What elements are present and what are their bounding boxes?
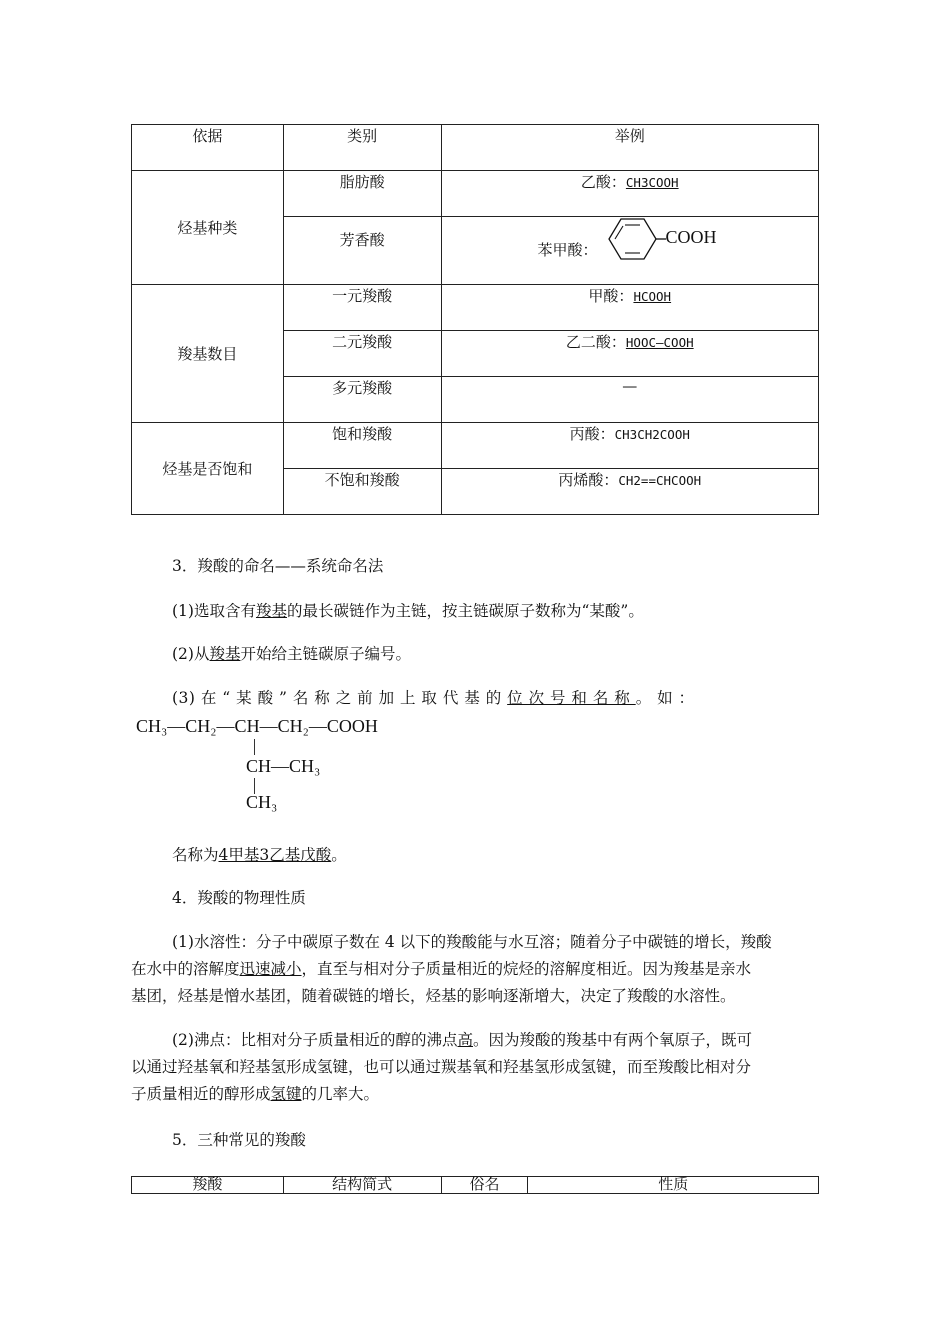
- table-header-row: [132, 1177, 819, 1194]
- basis-cell: 烃基是否饱和: [132, 423, 284, 515]
- underlined-term: 位 次 号 和 名 称: [507, 689, 636, 707]
- header-properties: 性质: [528, 1177, 819, 1194]
- header-category: 类别: [283, 125, 441, 171]
- section4-paragraph-1-line-2: 在水中的溶解度迅速减小，直至与相对分子质量相近的烷烃的溶解度相近。因为羧基是亲水: [131, 960, 752, 978]
- example-formula: COOH: [665, 227, 717, 247]
- example-formula: HOOC—COOH: [625, 335, 694, 350]
- example-formula: CH2==CHCOOH: [618, 473, 702, 488]
- category-cell: 芳香酸: [283, 217, 441, 285]
- category-cell: 脂肪酸: [283, 171, 441, 217]
- section4-paragraph-2-line-2: 以通过羟基氧和羟基氢形成氢键，也可以通过羰基氧和羟基氢形成氢键，而至羧酸比相对分: [131, 1058, 752, 1076]
- category-cell: 不饱和羧酸: [283, 469, 441, 515]
- basis-cell: 羧基数目: [132, 285, 284, 423]
- section3-paragraph-1: (1)选取含有羧基的最长碳链作为主链，按主链碳原子数称为“某酸”。: [172, 602, 644, 620]
- underlined-term: 高: [457, 1031, 473, 1049]
- header-acid: 羧酸: [132, 1177, 284, 1194]
- underlined-term: 羧基: [209, 645, 241, 663]
- table-row: [132, 171, 819, 217]
- category-cell: 饱和羧酸: [283, 423, 441, 469]
- example-prefix: 甲酸：: [588, 287, 634, 305]
- header-example: 举例: [441, 125, 819, 171]
- classification-table: [131, 124, 819, 515]
- example-prefix: 丙酸：: [569, 425, 615, 443]
- category-cell: 一元羧酸: [283, 285, 441, 331]
- section3-paragraph-2: (2)从羧基开始给主链碳原子编号。: [172, 645, 411, 663]
- example-prefix: 乙二酸：: [565, 333, 626, 351]
- benzene-ring-icon: [606, 216, 666, 266]
- section4-paragraph-1-line-3: 基团，烃基是憎水基团，随着碳链的增长，烃基的影响逐渐增大，决定了羧酸的水溶性。: [131, 987, 736, 1005]
- example-cell: [441, 469, 819, 515]
- section4-paragraph-2-line-1: (2)沸点：比相对分子质量相近的醇的沸点高。因为羧酸的羧基中有两个氧原子，既可: [172, 1031, 752, 1049]
- example-cell: [441, 217, 819, 285]
- naming-result: 名称为4甲基3乙基戊酸。: [172, 846, 347, 864]
- structural-formula-branch: CH—CH₃: [246, 756, 321, 776]
- example-cell: —: [441, 377, 819, 423]
- common-acids-table: [131, 1176, 819, 1194]
- example-formula: CH3CH2COOH: [614, 427, 690, 442]
- underlined-term: 氢键: [270, 1085, 302, 1103]
- structural-formula-main-chain: CH₃—CH₂—CH—CH₂—COOH: [136, 716, 378, 736]
- example-formula: HCOOH: [633, 289, 672, 304]
- example-prefix: 丙烯酸：: [558, 471, 619, 489]
- bond-line: [254, 739, 255, 755]
- section3-paragraph-3: (3) 在 “ 某 酸 ” 名 称 之 前 加 上 取 代 基 的 位 次 号 和 名 称 。 如 ：: [172, 689, 695, 707]
- header-basis: 依据: [132, 125, 284, 171]
- category-cell: 二元羧酸: [283, 331, 441, 377]
- underlined-term: 羧基: [255, 602, 287, 620]
- category-cell: 多元羧酸: [283, 377, 441, 423]
- example-cell: [441, 285, 819, 331]
- basis-cell: 烃基种类: [132, 171, 284, 285]
- table-header-row: [132, 125, 819, 171]
- structural-formula-terminal: CH₃: [246, 792, 278, 812]
- underlined-term: 4甲基3乙基戊酸: [218, 846, 332, 864]
- section4-paragraph-2-line-3: 子质量相近的醇形成氢键的几率大。: [131, 1085, 380, 1103]
- table-row: [132, 285, 819, 331]
- example-cell: [441, 331, 819, 377]
- header-structure: 结构简式: [283, 1177, 441, 1194]
- example-cell: [441, 171, 819, 217]
- section4-heading: 4．羧酸的物理性质: [172, 889, 306, 907]
- example-prefix: 乙酸：: [580, 173, 626, 191]
- section5-heading: 5．三种常见的羧酸: [172, 1131, 306, 1149]
- header-common-name: 俗名: [441, 1177, 528, 1194]
- example-formula: CH3COOH: [625, 175, 679, 190]
- section4-paragraph-1-line-1: (1)水溶性：分子中碳原子数在 4 以下的羧酸能与水互溶；随着分子中碳链的增长，羧酸: [172, 933, 772, 951]
- section3-heading: 3．羧酸的命名——系统命名法: [172, 557, 384, 575]
- underlined-term: 迅速减小: [239, 960, 302, 978]
- table-row: [132, 423, 819, 469]
- example-prefix: 苯甲酸：: [537, 241, 598, 259]
- example-cell: [441, 423, 819, 469]
